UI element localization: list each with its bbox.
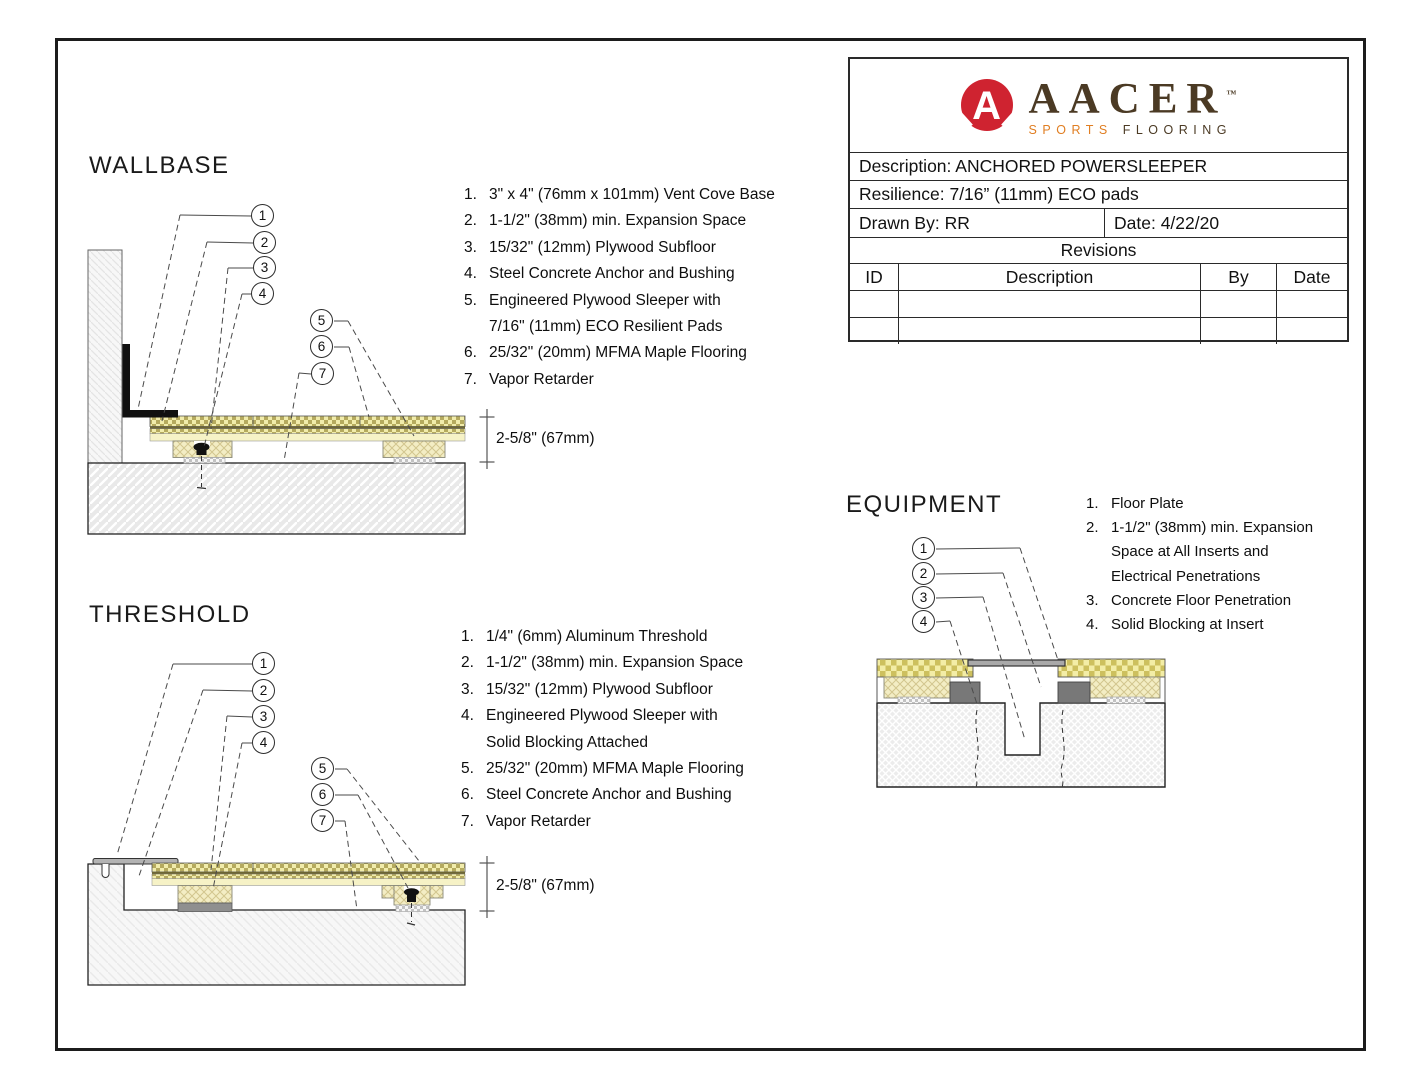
- plywood-subfloor: [152, 874, 465, 879]
- list-item-number: 4.: [461, 707, 474, 725]
- list-item-text: Steel Concrete Anchor and Bushing: [486, 786, 732, 804]
- brand-tagline: SPORTS FLOORING: [1028, 123, 1233, 138]
- list-item-number: 3.: [1086, 591, 1099, 609]
- eco-pad-right: [394, 458, 435, 464]
- list-item-text: 1-1/2" (38mm) min. Expansion Space: [486, 654, 744, 672]
- callout-balloon: 3: [252, 705, 275, 728]
- list-item-number: 4.: [464, 265, 477, 283]
- callout-balloon: 2: [252, 679, 275, 702]
- list-item-number: 5.: [461, 759, 474, 777]
- equipment-legend: [1086, 495, 1313, 640]
- callout-balloon: 5: [310, 309, 333, 332]
- wallbase-legend: [464, 186, 775, 397]
- callout-balloon: 2: [253, 231, 276, 254]
- equipment-title: EQUIPMENT: [846, 491, 1003, 518]
- sleeper-right: [1090, 677, 1160, 698]
- callout-balloon: 3: [912, 586, 935, 609]
- callout-balloon: 5: [311, 757, 334, 780]
- sleeper-plywood-band: [150, 434, 465, 441]
- callout-balloon: 6: [310, 335, 333, 358]
- plywood-subfloor: [150, 429, 465, 434]
- sleeper-plywood-band: [152, 879, 465, 886]
- solid-blocking-right: [1058, 682, 1090, 703]
- drawn-by-cell: Drawn By: RR: [850, 209, 1105, 237]
- callout-balloon: 1: [252, 652, 275, 675]
- list-item-number: 2.: [1086, 519, 1099, 537]
- dimension-line: [480, 409, 495, 469]
- logo-row: [850, 59, 1347, 152]
- wallbase-dimension-label: 2-5/8" (67mm): [496, 430, 595, 447]
- floor-assembly: [150, 416, 465, 441]
- floor-plate: [968, 660, 1065, 666]
- list-item-number: 1.: [1086, 495, 1099, 512]
- logo-letter: A: [972, 83, 1001, 128]
- maple-flooring: [150, 416, 465, 427]
- revisions-column-headers: [850, 263, 1347, 290]
- list-item-text: 15/32" (12mm) Plywood Subfloor: [489, 238, 716, 256]
- title-block: [848, 57, 1349, 342]
- revisions-header: Revisions: [850, 237, 1347, 263]
- maple-flooring-left: [877, 659, 973, 677]
- col-description: Description: [899, 264, 1201, 290]
- brand-logo: [961, 74, 1237, 137]
- date-cell: Date: 4/22/20: [1114, 212, 1220, 233]
- list-item-text: 1-1/2" (38mm) min. Expansion Space: [489, 212, 747, 230]
- list-item-text: 3" x 4" (76mm x 101mm) Vent Cove Base: [489, 186, 775, 203]
- list-item-text: 15/32" (12mm) Plywood Subfloor: [486, 680, 713, 698]
- list-item-text: Vapor Retarder: [489, 370, 594, 388]
- list-item-number: 1.: [461, 628, 474, 645]
- solid-blocking: [178, 903, 232, 912]
- list-item-text: Floor Plate: [1111, 495, 1184, 512]
- subfloor-line: [152, 872, 465, 874]
- callout-balloon: 4: [912, 610, 935, 633]
- sleeper-left: [884, 677, 950, 698]
- list-item-text: Space at All Inserts and: [1111, 543, 1269, 561]
- list-item-number: 4.: [1086, 615, 1099, 633]
- aacer-logo-icon: [961, 79, 1013, 131]
- list-item-number: 6.: [461, 786, 474, 804]
- col-date: Date: [1293, 266, 1331, 287]
- trademark-symbol: ™: [1226, 88, 1237, 100]
- callout-balloon: 1: [251, 204, 274, 227]
- callout-balloon: 7: [311, 809, 334, 832]
- callout-balloon: 2: [912, 562, 935, 585]
- callout-balloon: 7: [311, 362, 334, 385]
- threshold-drawing: [88, 664, 495, 985]
- list-item-text: 1-1/2" (38mm) min. Expansion: [1111, 519, 1314, 537]
- list-item-text: Steel Concrete Anchor and Bushing: [489, 265, 735, 283]
- subfloor-line: [150, 427, 465, 429]
- vent-cove-base: [123, 344, 179, 418]
- floor-assembly: [152, 863, 465, 886]
- dimension-line: [480, 856, 495, 918]
- description-row: Description: ANCHORED POWERSLEEPER: [850, 152, 1347, 180]
- list-item-number: 3.: [461, 680, 474, 698]
- list-item-text: 7/16" (11mm) ECO Resilient Pads: [489, 317, 723, 335]
- col-id: ID: [850, 264, 899, 290]
- eco-pad-right: [1107, 697, 1145, 704]
- list-item-text: 25/32" (20mm) MFMA Maple Flooring: [489, 344, 747, 362]
- list-item-text: Vapor Retarder: [486, 812, 591, 830]
- concrete-with-penetration: [877, 703, 1165, 787]
- list-item-text: 1/4" (6mm) Aluminum Threshold: [486, 628, 708, 645]
- eco-pads: [396, 905, 429, 912]
- wall-section: [88, 250, 122, 463]
- sleepers: [173, 441, 445, 463]
- list-item-text: Electrical Penetrations: [1111, 567, 1261, 585]
- threshold-dimension-label: 2-5/8" (67mm): [496, 877, 595, 894]
- eco-pad-left: [898, 697, 930, 704]
- eco-pad-left: [184, 458, 225, 464]
- maple-flooring: [152, 863, 465, 872]
- list-item-number: 3.: [464, 238, 477, 256]
- list-item-number: 6.: [464, 344, 477, 362]
- list-item-text: Engineered Plywood Sleeper with: [486, 707, 718, 725]
- threshold-slot: [102, 864, 109, 878]
- list-item-number: 2.: [464, 212, 477, 230]
- threshold-title: THRESHOLD: [89, 601, 251, 628]
- sleeper-with-blocking: [178, 886, 232, 912]
- wallbase-title: WALLBASE: [89, 152, 230, 179]
- concrete-slab: [88, 463, 465, 534]
- list-item-number: 7.: [461, 812, 474, 830]
- threshold-legend: [461, 628, 744, 839]
- brand-wordmark: AACER™: [1028, 75, 1237, 123]
- maple-flooring-right: [1058, 659, 1165, 677]
- resilience-row: Resilience: 7/16” (11mm) ECO pads: [850, 180, 1347, 208]
- wallbase-drawing: [88, 215, 495, 534]
- revisions-row-2: [850, 317, 1347, 344]
- sleeper-left: [178, 886, 232, 904]
- list-item-text: Solid Blocking at Insert: [1111, 615, 1264, 633]
- sleeper-right: [383, 441, 445, 458]
- callout-balloon: 4: [251, 282, 274, 305]
- list-item-number: 1.: [464, 186, 477, 203]
- list-item-number: 5.: [464, 291, 477, 309]
- callout-balloon: 6: [311, 783, 334, 806]
- col-by: By: [1201, 264, 1277, 290]
- list-item-text: Concrete Floor Penetration: [1111, 591, 1292, 609]
- list-item-text: Engineered Plywood Sleeper with: [489, 291, 721, 309]
- list-item-text: Solid Blocking Attached: [486, 733, 648, 751]
- revisions-row-1: [850, 290, 1347, 317]
- callout-balloon: 1: [912, 537, 935, 560]
- list-item-number: 2.: [461, 654, 474, 672]
- callout-balloon: 3: [253, 256, 276, 279]
- drawn-by-row: [850, 208, 1347, 237]
- callout-balloon: 4: [252, 731, 275, 754]
- list-item-text: 25/32" (20mm) MFMA Maple Flooring: [486, 759, 744, 777]
- anchor-nut: [407, 894, 416, 903]
- list-item-number: 7.: [464, 370, 477, 388]
